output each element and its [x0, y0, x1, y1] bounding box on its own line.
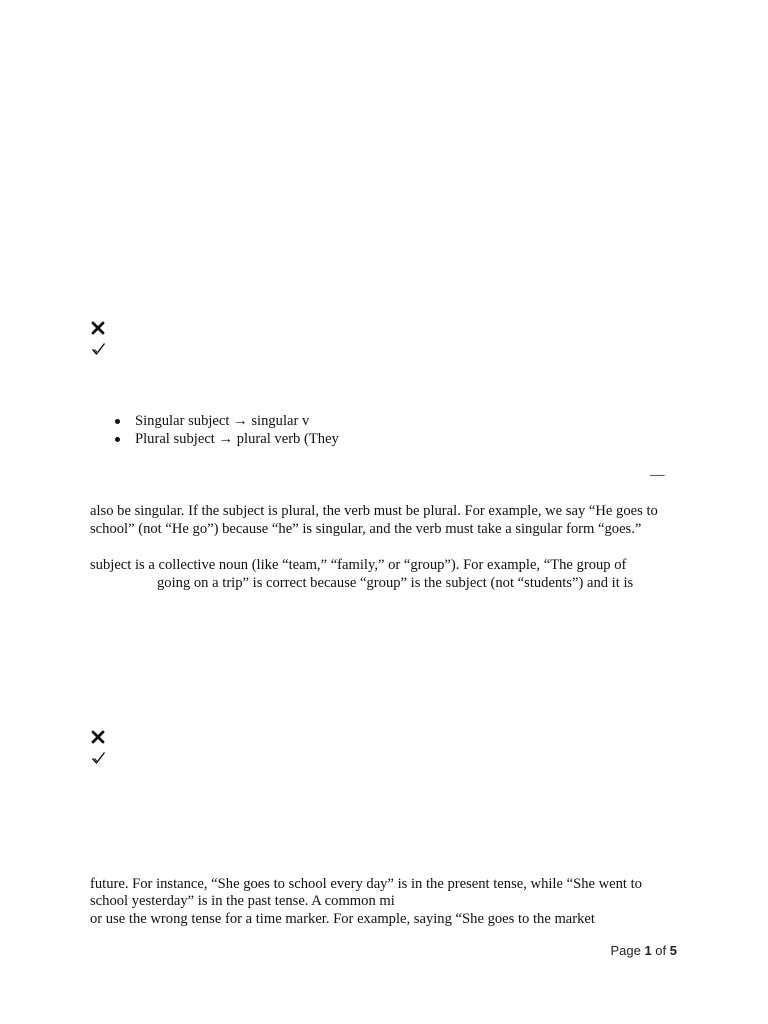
bullet-marker	[115, 437, 120, 442]
page-label: Page	[610, 943, 645, 958]
check-icon	[91, 342, 106, 356]
check-icon	[91, 751, 106, 765]
paragraph-line: subject is a collective noun (like “team,” “family,” or “group”). For example, “The group of	[90, 557, 627, 573]
paragraph-line: future. For instance, “She goes to school every day” is in the present tense, while “She went to	[90, 876, 642, 892]
bullet-item-plural: Plural subject → plural verb (They	[135, 431, 339, 447]
current-page: 1	[644, 943, 652, 958]
bullet-item-singular: Singular subject → singular v	[135, 413, 310, 429]
paragraph-line: going on a trip” is correct because “group” is the subject (not “students”) and it is	[157, 575, 634, 591]
paragraph-line: school” (not “He go”) because “he” is singular, and the verb must take a singular form “goes.”	[90, 521, 642, 537]
cross-icon	[91, 321, 105, 335]
paragraph-line: school yesterday” is in the past tense. A common mi	[90, 893, 395, 909]
paragraph-line: also be singular. If the subject is plural, the verb must be plural. For example, we say “He goes to	[90, 503, 658, 519]
page-of-label: of	[651, 943, 670, 958]
page-number	[610, 942, 677, 960]
cross-icon	[91, 730, 105, 744]
total-pages: 5	[669, 943, 677, 958]
dash-mark: —	[650, 467, 665, 483]
bullet-marker	[115, 419, 120, 424]
paragraph-line: or use the wrong tense for a time marker. For example, saying “She goes to the market	[90, 911, 595, 927]
